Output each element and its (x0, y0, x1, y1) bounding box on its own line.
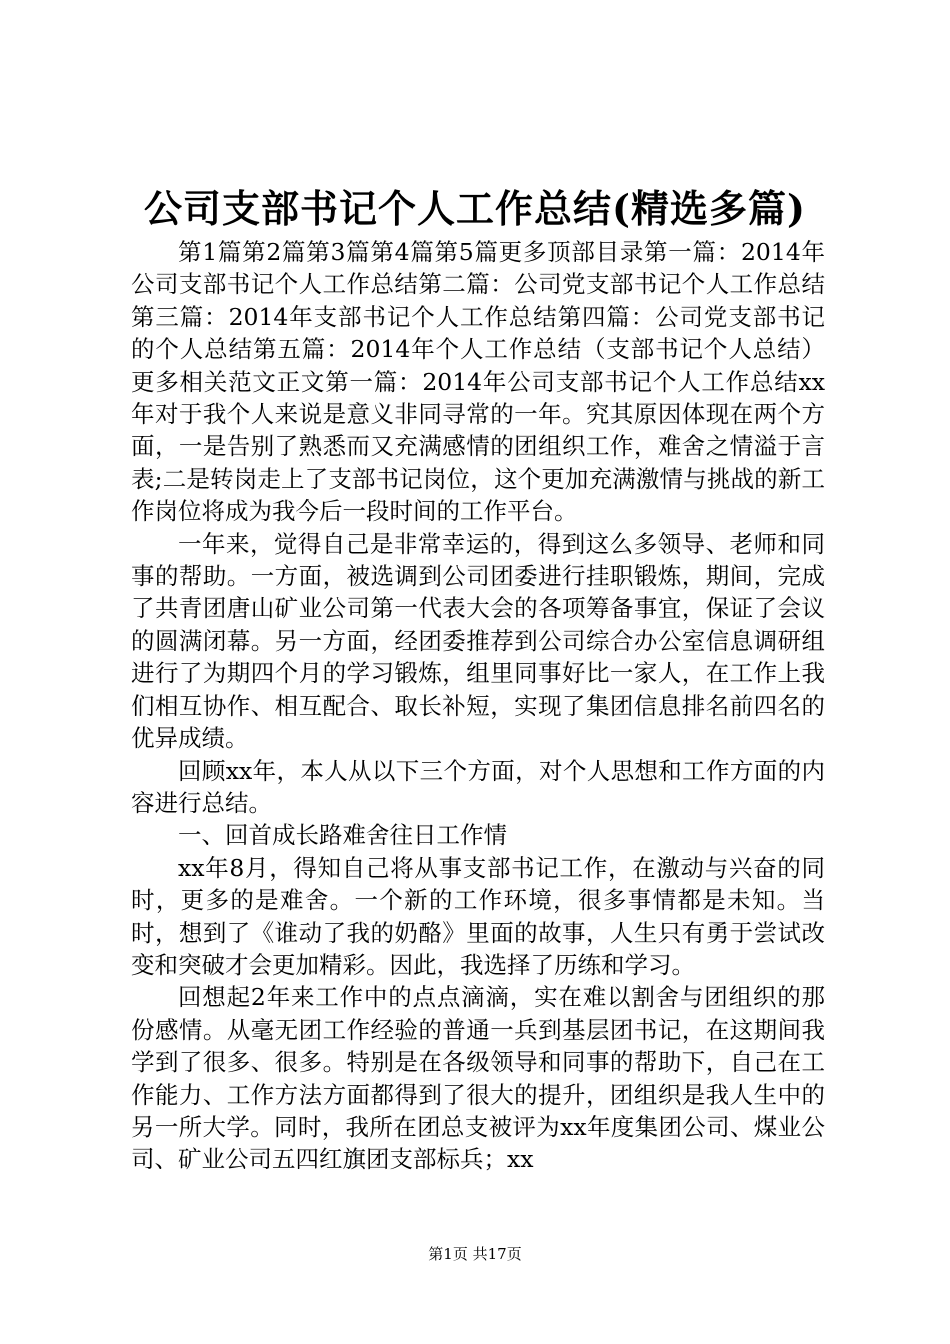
page-number-footer: 第1页 共17页 (428, 1245, 522, 1263)
paragraph-new-role: xx年8月，得知自己将从事支部书记工作，在激动与兴奋的同时，更多的是难舍。一个新的工作环境，很多事情都是未知。当时，想到了《谁动了我的奶酪》里面的故事，人生只有勇于尝试改变和突破才会更加精彩。因此，我选择了历练和学习。 (131, 853, 825, 979)
document-body (131, 236, 825, 1176)
paragraph-intro: 第1篇第2篇第3篇第4篇第5篇更多顶部目录第一篇：2014年公司支部书记个人工作总结第二篇：公司党支部书记个人工作总结第三篇：2014年支部书记个人工作总结第四篇：公司党支部书记的个人总结第五篇：2014年个人工作总结（支部书记个人总结）更多相关范文正文第一篇：2014年公司支部书记个人工作总结xx年对于我个人来说是意义非同寻常的一年。究其原因体现在两个方面，一是告别了熟悉而又充满感情的团组织工作，难舍之情溢于言表;二是转岗走上了支部书记岗位，这个更加充满激情与挑战的新工作岗位将成为我今后一段时间的工作平台。 (131, 238, 825, 526)
document-title: 公司支部书记个人工作总结(精选多篇) (144, 186, 806, 231)
section-heading-1: 一、回首成长路难舍往日工作情 (178, 821, 507, 850)
paragraph-recollection: 回想起2年来工作中的点点滴滴，实在难以割舍与团组织的那份感情。从毫无团工作经验的普通一兵到基层团书记，在这期间我学到了很多、很多。特别是在各级领导和同事的帮助下，自己在工作能力、工作方法方面都得到了很大的提升，团组织是我人生中的另一所大学。同时，我所在团总支被评为xx年度集团公司、煤业公司、矿业公司五四红旗团支部标兵；xx (131, 983, 825, 1174)
paragraph-year-review: 一年来，觉得自己是非常幸运的，得到这么多领导、老师和同事的帮助。一方面，被选调到公司团委进行挂职锻炼，期间，完成了共青团唐山矿业公司第一代表大会的各项筹备事宜，保证了会议的圆满闭幕。另一方面，经团委推荐到公司综合办公室信息调研组进行了为期四个月的学习锻炼，组里同事好比一家人，在工作上我们相互协作、相互配合、取长补短，实现了集团信息排名前四名的优异成绩。 (131, 529, 825, 753)
paragraph-summary-lead: 回顾xx年，本人从以下三个方面，对个人思想和工作方面的内容进行总结。 (131, 756, 825, 817)
